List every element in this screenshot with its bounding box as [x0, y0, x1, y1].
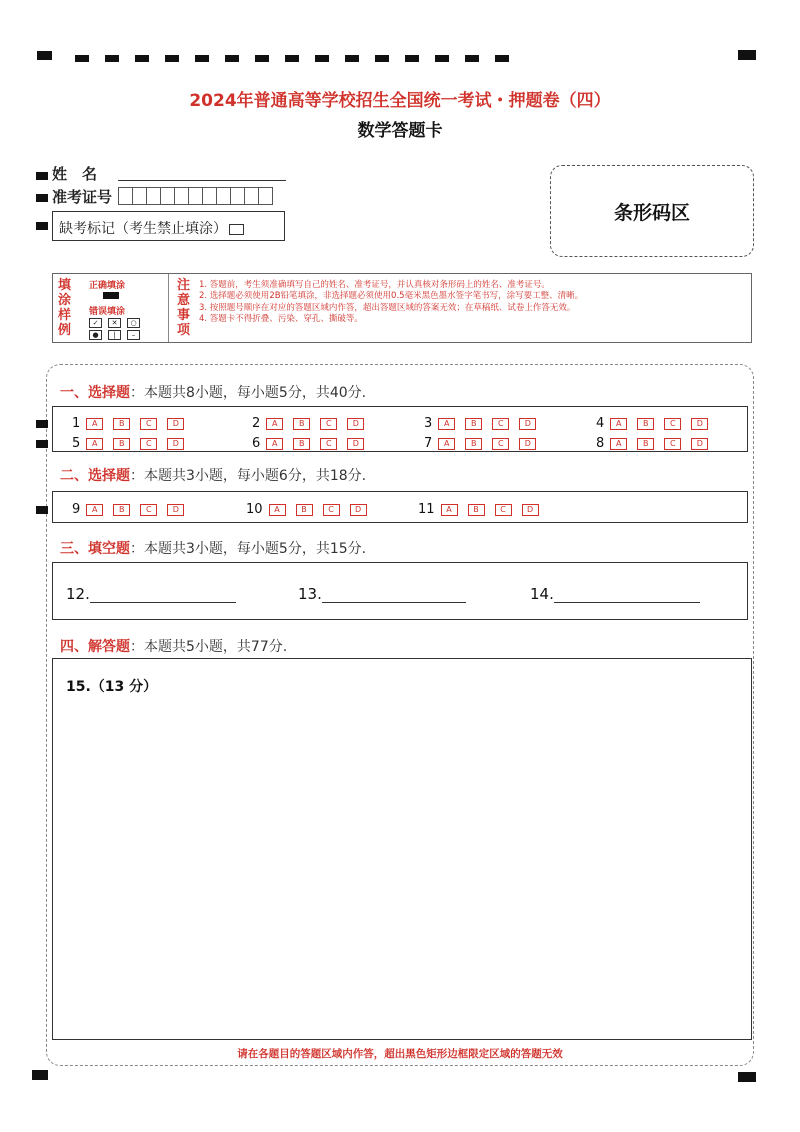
fill-example-label: 填 涂 样 例: [58, 278, 72, 338]
question-15-label: 15.（13 分）: [66, 679, 158, 695]
wrong-circle-sample: ○: [127, 318, 140, 328]
section-4-header: 四、解答题：本题共5小题，共77分.: [60, 639, 288, 655]
question-5[interactable]: 5 A B C D: [72, 436, 194, 451]
exam-title: 2024年普通高等学校招生全国统一考试・押题卷（四）: [189, 91, 611, 111]
timing-mark: [36, 194, 48, 202]
timing-mark: [32, 1070, 48, 1080]
question-7[interactable]: 7 A B C D: [424, 436, 546, 451]
absent-checkbox[interactable]: [229, 224, 244, 235]
wrong-check-sample: ✓: [89, 318, 102, 328]
blank-12[interactable]: 12.: [66, 585, 236, 603]
absent-label: 缺考标记（考生禁止填涂）: [59, 221, 227, 237]
instructions-box: [52, 273, 752, 343]
exam-id-label: 准考证号: [52, 188, 113, 206]
timing-mark: [36, 222, 48, 230]
question-1[interactable]: 1 A B C D: [72, 416, 194, 431]
question-3[interactable]: 3 A B C D: [424, 416, 546, 431]
correct-fill-label: 正确填涂: [89, 281, 126, 291]
section-3-header: 三、填空题：本题共3小题，每小题5分，共15分.: [60, 541, 367, 557]
wrong-cross-sample: ✕: [108, 318, 121, 328]
question-9[interactable]: 9 A B C D: [72, 502, 194, 517]
wrong-bar-sample: |: [108, 330, 121, 340]
exam-id-field[interactable]: [118, 187, 272, 205]
timing-mark: [36, 440, 48, 448]
question-8[interactable]: 8 A B C D: [596, 436, 718, 451]
notice-label: 注 意 事 项: [177, 278, 191, 338]
question-10[interactable]: 10 A B C D: [246, 502, 377, 517]
blank-13[interactable]: 13.: [298, 585, 466, 603]
blank-14[interactable]: 14.: [530, 585, 700, 603]
answer-box-15[interactable]: [52, 658, 752, 1040]
question-4[interactable]: 4 A B C D: [596, 416, 718, 431]
wrong-line-sample: –: [127, 330, 140, 340]
correct-fill-sample: [103, 292, 119, 299]
wrong-fill-label: 错误填涂: [89, 307, 126, 317]
question-6[interactable]: 6 A B C D: [252, 436, 374, 451]
timing-mark: [738, 1072, 756, 1082]
timing-mark: [36, 172, 48, 180]
section-1-header: 一、选择题：本题共8小题，每小题5分，共40分.: [60, 385, 367, 401]
rules-list: 1. 答题前，考生须准确填写自己的姓名、准考证号，并认真核对条形码上的姓名、准考证号。 2. 选择题必须使用2B铅笔填涂，非选择题必须使用0.5毫米黑色墨水签字笔书写，涂写要工整、清晰。 3. 按照题号顺序在对应的答题区域内作答，超出答题区域的答案无效；在草稿纸、试卷上作答无效。 4. 答题卡不得折叠、污染、穿孔、撕破等。: [199, 280, 584, 325]
absent-mark-box: [52, 211, 285, 241]
question-2[interactable]: 2 A B C D: [252, 416, 374, 431]
card-subtitle: 数学答题卡: [357, 121, 443, 141]
timing-mark: [36, 420, 48, 428]
question-11[interactable]: 11 A B C D: [418, 502, 549, 517]
name-label: 姓 名: [52, 165, 98, 183]
footer-warning: 请在各题目的答题区域内作答，超出黑色矩形边框限定区域的答题无效: [237, 1048, 563, 1060]
timing-mark: [36, 506, 48, 514]
section-2-header: 二、选择题：本题共3小题，每小题6分，共18分.: [60, 468, 367, 484]
barcode-area: 条形码区: [550, 165, 754, 257]
wrong-dot-sample: ●: [89, 330, 102, 340]
name-field[interactable]: [118, 164, 286, 181]
